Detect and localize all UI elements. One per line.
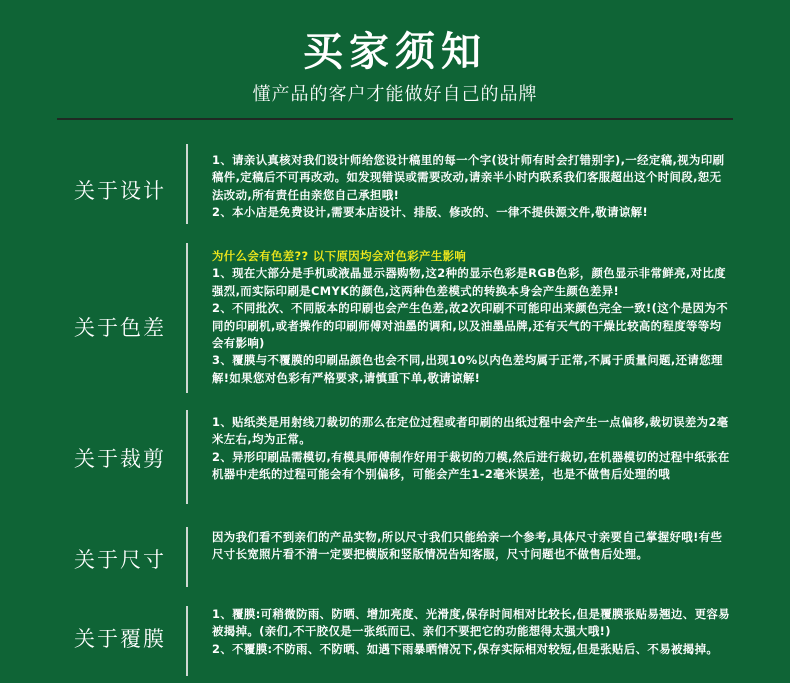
section-color-difference [0,243,790,393]
section-paragraph: 1、覆膜:可稍微防雨、防晒、增加亮度、光滑度,保存时间相对比较长,但是覆膜张贴易翘边、更容易被揭掉。(亲们,不干胶仅是一张纸而已、亲们不要把它的功能想得太强大哦!) [212,607,730,639]
section-label: 关于色差 [74,316,166,340]
section-size [0,525,790,589]
section-paragraph: 2、本小店是免费设计,需要本店设计、排版、修改的、一律不提供源文件,敬请谅解! [212,205,649,220]
section-body [212,152,732,222]
section-paragraph: 3、覆膜与不覆膜的印刷品颜色也会不同,出现10%以内色差均属于正常,不属于质量问题,还请您理解!如果您对色彩有严格要求,请慎重下单,敬请谅解! [212,353,723,385]
vertical-divider [186,410,188,504]
section-paragraph: 1、现在大部分是手机或液晶显示器购物,这2种的显示色彩是RGB色彩，颜色显示非常鲜亮,对比度强烈,而实际印刷是CMYK的颜色,这两种色差模式的转换本身会产生颜色差异! [212,266,726,298]
section-design [0,144,790,236]
section-paragraph: 2、异形印刷品需模切,有模具师傅制作好用于裁切的刀模,然后进行裁切,在机器模切的过程中纸张在机器中走纸的过程可能会有个别偏移，可能会产生1-2毫米误差，也是不做售后处理的哦 [212,449,730,482]
section-body [212,414,732,484]
section-paragraph: 2、不覆膜:不防雨、不防晒、如遇下雨暴晒情况下,保存实际相对较短,但是张贴后、不易被揭掉。 [212,641,719,656]
section-label: 关于覆膜 [74,627,166,651]
vertical-divider [186,144,188,224]
section-body [212,606,732,658]
page-header [0,0,790,120]
page-title: 买家须知 [303,29,487,75]
vertical-divider [186,243,188,393]
section-paragraph: 2、不同批次、不同版本的印刷也会产生色差,故2次印刷不可能印出来颜色完全一致!(这个是因为不同的印刷机,或者操作的印刷师傅对油墨的调和,以及油墨品牌,还有天气的干燥比较高的程度等等均会有影响) [212,301,728,351]
section-lamination [0,602,790,683]
page-subtitle: 懂产品的客户才能做好自己的品牌 [252,84,538,105]
section-paragraph: 1、贴纸类是用射线刀裁切的那么在定位过程或者印刷的出纸过程中会产生一点偏移,裁切误差为2毫米左右,均为正常。 [212,415,729,447]
section-label: 关于裁剪 [74,447,166,471]
section-paragraph: 因为我们看不到亲们的产品实物,所以尺寸我们只能给亲一个参考,具体尺寸亲要自己掌握好哦!有些尺寸长宽照片看不清一定要把横版和竖版情况告知客服，尺寸问题也不做售后处理。 [212,530,723,562]
vertical-divider [186,527,188,587]
section-paragraph: 1、请亲认真核对我们设计师给您设计稿里的每一个字(设计师有时会打错别字),一经定稿,视为印刷稿件,定稿后不可再改动。如发现错误或需要改动,请亲半小时内联系我们客服超出这个时间段,恕无法改动,所有责任由亲您自己承担哦! [212,153,725,202]
section-label: 关于尺寸 [74,548,166,572]
section-label: 关于设计 [74,179,166,203]
vertical-divider [186,606,188,676]
section-highlight: 为什么会有色差?? 以下原因均会对色彩产生影响 [212,249,467,263]
header-divider [57,118,733,120]
section-body [212,529,732,564]
section-body [212,248,732,387]
section-cutting [0,410,790,506]
